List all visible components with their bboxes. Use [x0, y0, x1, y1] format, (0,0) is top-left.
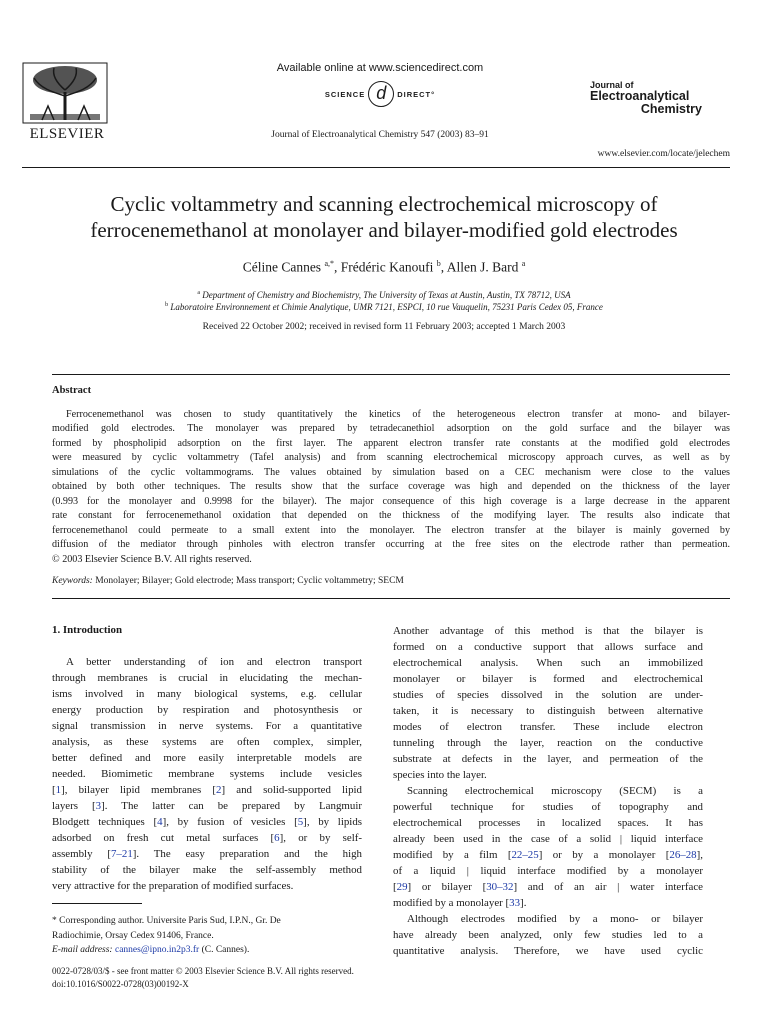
footnote-line: Radiochimie, Orsay Cedex 91406, France.: [52, 930, 214, 941]
body-text-line: analysis, as these systems are often complex, simpler,: [52, 736, 362, 748]
tree-icon: [22, 62, 108, 124]
author-affil-sup[interactable]: b: [436, 259, 441, 268]
body-text-line: tunneling through the layer, reaction on the conductive: [393, 737, 703, 749]
abstract-line: ferrocenemethanol could permeate to a small extent into the monolayer. The electron transfer at the bilayer is mainly governed by: [52, 524, 730, 536]
abstract-line: rate constant for ferrocenemethanol oxidation that depended on the thickness of the modifying layer. The results also indicate that: [52, 510, 730, 522]
abstract-line: (0.993 for the monolayer and 0.9998 for the bilayer). The major consequence of this high coverage is a large decrease in the apparent: [52, 495, 730, 507]
abstract-copyright: © 2003 Elsevier Science B.V. All rights reserved.: [52, 554, 252, 565]
affiliation-marker: b: [165, 302, 169, 308]
body-text-line: studies of species dissolved in the solution are under-: [393, 689, 703, 701]
affiliation-a: [22, 290, 746, 300]
body-text-line: quantitative analysis. Therefore, we have used cyclic: [393, 945, 703, 957]
citation-link[interactable]: 6: [274, 832, 280, 844]
body-top-divider: [52, 598, 730, 599]
journal-logo-small: Journal of: [590, 80, 634, 90]
abstract-line: Ferrocenemethanol was chosen to study quantitatively the kinetics of the heterogeneous electron transfer at mono- and bilayer-: [66, 409, 730, 420]
email-label: E-mail address:: [52, 945, 113, 955]
author-name: Céline Cannes: [242, 259, 322, 275]
body-text-line: modes of electron transfer. These include electron: [393, 721, 703, 733]
email-link[interactable]: cannes@ipno.in2p3.fr: [114, 945, 200, 955]
body-text-line: signal transmission in nerve systems. For a quantitative: [52, 720, 362, 732]
footnote-line: * Corresponding author. Universite Paris Sud, I.P.N., Gr. De: [52, 916, 281, 926]
header-divider: [22, 167, 730, 168]
body-text-line: adsorbed on fresh cut metal surfaces [6], or by self-: [52, 832, 362, 844]
author-name: Frédéric Kanoufi: [340, 259, 434, 275]
body-text-line: of a liquid | liquid interface modified by a monolayer: [393, 865, 703, 877]
footer-doi[interactable]: doi:10.1016/S0022-0728(03)00192-X: [52, 979, 189, 989]
body-text-line: Blodgett techniques [4], by fusion of vesicles [5], by lipids: [52, 816, 362, 828]
right-column: [393, 623, 703, 959]
body-text-line: Another advantage of this method is that the bilayer is: [393, 625, 703, 637]
footnote-email-line: [52, 943, 362, 958]
body-text-line: through membranes is crucial in elucidating the mechan-: [52, 672, 362, 684]
body-text-line: isms involved in many biological systems, e.g. cellular: [52, 688, 362, 700]
citation-link[interactable]: 29: [396, 881, 408, 893]
affiliation-text: Laboratoire Environnement et Chimie Analytique, UMR 7121, ESPCI, 10 rue Vauquelin, 75231 Paris Cedex 05, France: [170, 302, 603, 312]
abstract-body: [52, 408, 730, 553]
body-text-line: [29] or bilayer [30–32] and of an air | water interface: [393, 881, 703, 893]
body-text-line: energy production by respiration and photosynthesis or: [52, 704, 362, 716]
paper-title: [22, 191, 746, 243]
body-text-line: Scanning electrochemical microscopy (SECM) is a: [407, 785, 703, 797]
body-text-line: formed on a conductive support that allows surface and: [393, 641, 703, 653]
body-text-line: modified by a film [22–25] or by a monolayer [26–28],: [393, 849, 703, 861]
footer-copyright: 0022-0728/03/$ - see front matter © 2003 Elsevier Science B.V. All rights reserved.: [52, 966, 354, 976]
body-text-line: taken, it is necessary to distinguish between alternative: [393, 705, 703, 717]
citation-link[interactable]: 22–25: [511, 849, 539, 861]
citation-link[interactable]: 30–32: [486, 881, 514, 893]
citation-link[interactable]: 2: [216, 784, 222, 796]
left-column: [52, 654, 362, 894]
publisher-wordmark: ELSEVIER: [29, 126, 105, 142]
body-text-line: electrochemical processes in localized spaces. It has: [393, 817, 703, 829]
sd-logo-right: DIRECT°: [397, 89, 436, 99]
journal-citation: Journal of Electroanalytical Chemistry 547 (2003) 83–91: [271, 130, 489, 140]
body-text-line: [1], bilayer lipid membranes [2] and solid-supported lipid: [52, 784, 362, 796]
citation-link[interactable]: 7–21: [110, 848, 133, 860]
abstract-line: diffusion of the mediator through pinholes with electron transfer occurring at the free sites on the electrode rather than permeation.: [52, 539, 730, 551]
abstract-line: obtained by both other techniques. The results show that the surface coverage was high and depended on the thickness of the layer: [52, 481, 730, 493]
body-text-line: very attractive for the preparation of modified surfaces.: [52, 880, 294, 892]
body-text-line: stability of the bilayer make the self-assembly method: [52, 864, 362, 876]
body-text-line: substrate at defects in the layer, and permeation of the: [393, 753, 703, 765]
citation-link[interactable]: 26–28: [669, 849, 697, 861]
body-text-line: already been used in the case of a solid | liquid interface: [393, 833, 703, 845]
body-text-line: Although electrodes modified by a mono- or bilayer: [407, 913, 703, 925]
keywords-label: Keywords:: [52, 576, 93, 586]
body-text-line: A better understanding of ion and electron transport: [66, 656, 362, 668]
author-name: Allen J. Bard: [446, 259, 519, 275]
abstract-line: formed by phospholipid adsorption on the first layer. The apparent electron transfer rate constants at the modified gold electrodes: [52, 437, 730, 449]
affiliation-b: [22, 302, 746, 312]
citation-link[interactable]: 5: [297, 816, 304, 828]
citation-link[interactable]: 4: [157, 816, 163, 828]
body-text-line: electrochemical analysis. When such an immobilized: [393, 657, 703, 669]
footnote: [52, 914, 362, 958]
affiliation-marker: a: [197, 290, 201, 296]
journal-logo-line1: Electroanalytical: [590, 89, 690, 103]
title-line-2: ferrocenemethanol at monolayer and bilayer-modified gold electrodes: [90, 218, 678, 242]
body-text-line: better defined and more easily interpretable models are: [52, 752, 362, 764]
keywords-text: Monolayer; Bilayer; Gold electrode; Mass transport; Cyclic voltammetry; SECM: [95, 576, 404, 586]
title-line-1: Cyclic voltammetry and scanning electrochemical microscopy of: [110, 192, 658, 216]
abstract-line: simulations of the cyclic voltammograms. The values obtained by simulation based on a CEC mechanism were close to the values: [52, 466, 730, 478]
body-text-line: assembly [7–21]. The easy preparation and the high: [52, 848, 362, 860]
sciencedirect-logo: [300, 80, 460, 108]
received-dates: Received 22 October 2002; received in revised form 11 February 2003; accepted 1 March 2003: [202, 322, 566, 332]
page-footer: [52, 965, 452, 991]
citation-link[interactable]: 33: [509, 897, 521, 909]
citation-link[interactable]: 1: [55, 784, 62, 796]
body-text-line: species into the layer.: [393, 769, 487, 781]
sd-logo-left: SCIENCE: [324, 89, 366, 99]
body-text-line: needed. Biomimetic membrane systems include vesicles: [52, 768, 362, 780]
journal-url-link[interactable]: www.elsevier.com/locate/jelechem: [597, 149, 730, 159]
author-affil-sup[interactable]: a,*: [324, 259, 334, 268]
affiliation-text: Department of Chemistry and Biochemistry, The University of Texas at Austin, Austin, TX 78712, USA: [202, 290, 571, 300]
journal-logo-line2: Chemistry: [640, 102, 702, 116]
footnote-divider: [52, 903, 142, 904]
section-heading: 1. Introduction: [52, 624, 122, 636]
abstract-heading: Abstract: [52, 385, 92, 396]
body-text-line: modified by a monolayer [33].: [393, 897, 527, 909]
author-affil-sup[interactable]: a: [521, 259, 526, 268]
journal-logo: [590, 80, 720, 116]
citation-link[interactable]: 3: [95, 800, 102, 812]
sd-at-icon: d: [368, 81, 394, 107]
body-text-line: powerful technique for studies of topography and: [393, 801, 703, 813]
abstract-line: were measured by cyclic voltammetry (Tafel analysis) and from scanning electrochemical microscopy approach curves, as well as by: [52, 452, 730, 464]
body-text-line: have already been analyzed, only few studies led to a: [393, 929, 703, 941]
author-list: Céline Cannes $^{a,*}$, Frédéric Kanoufi $^b$, Allen J. Bard $^a$: [242, 259, 526, 275]
available-online-text[interactable]: Available online at www.sciencedirect.com: [276, 62, 484, 74]
body-text-line: monolayer or bilayer is formed and electrochemical: [393, 673, 703, 685]
body-text-line: layers [3]. The latter can be prepared by Langmuir: [52, 800, 362, 812]
email-suffix: (C. Cannes).: [201, 945, 250, 955]
abstract-top-divider: [52, 374, 730, 375]
abstract-line: modified gold electrodes. The monolayer was prepared by tetradecanethiol adsorption on the gold surface and the bilayer was: [52, 423, 730, 435]
keywords: [52, 576, 730, 586]
